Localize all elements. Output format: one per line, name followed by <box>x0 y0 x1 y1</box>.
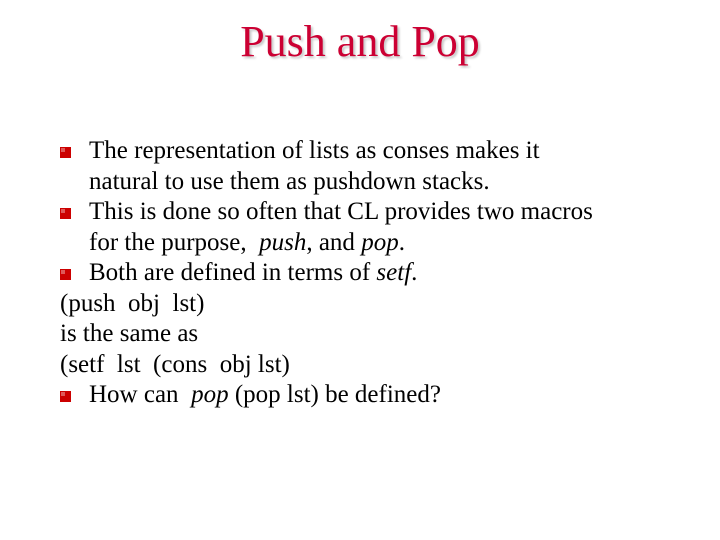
italic-term: setf <box>376 259 412 286</box>
square-bullet-icon <box>60 208 71 219</box>
italic-term: push <box>259 228 307 256</box>
bullet-continuation <box>60 167 680 198</box>
plain-line <box>60 350 680 381</box>
square-bullet-icon <box>60 147 71 158</box>
text-segment: is the same as <box>60 320 199 347</box>
plain-line <box>60 289 680 320</box>
text-segment: This is done so often that CL provides two macros <box>89 198 593 225</box>
slide-title: Push and Pop <box>240 17 480 66</box>
italic-term: pop <box>361 228 399 256</box>
text-segment: (setf lst (cons obj lst) <box>60 350 290 378</box>
text-segment: (pop lst) be defined? <box>228 381 441 408</box>
plain-line <box>60 319 680 350</box>
italic-term: pop <box>191 381 229 408</box>
bullet-item <box>60 380 680 411</box>
text-segment: (push obj lst) <box>60 289 205 317</box>
text-segment: , and <box>306 228 362 256</box>
text-segment: natural to use them as pushdown stacks. <box>89 167 490 195</box>
text-segment: . <box>411 259 418 286</box>
text-segment: for the purpose, <box>89 228 260 256</box>
text-segment: The representation of lists as conses makes it <box>89 137 540 164</box>
text-segment: . <box>398 228 405 256</box>
bullet-continuation <box>60 228 680 259</box>
text-segment: How can <box>89 381 192 408</box>
bullet-item <box>60 197 680 228</box>
square-bullet-icon <box>60 269 71 280</box>
square-bullet-icon <box>60 391 71 402</box>
text-segment: Both are defined in terms of <box>89 259 377 286</box>
bullet-item <box>60 136 680 167</box>
bullet-item <box>60 258 680 289</box>
slide-body <box>60 136 680 411</box>
